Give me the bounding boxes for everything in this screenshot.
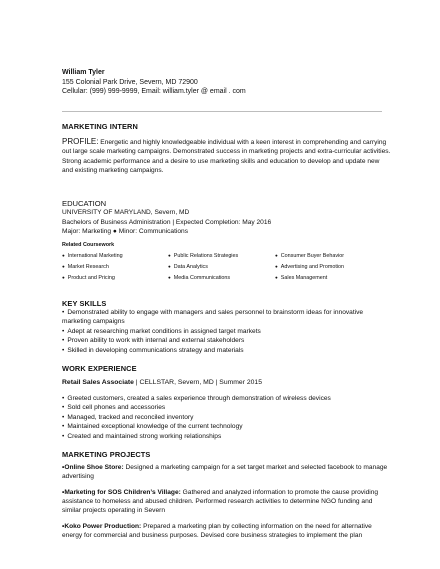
coursework-item: ● Consumer Buyer Behavior bbox=[275, 253, 344, 259]
contact-info: Cellular: (999) 999-9999, Email: william.tyler @ email . com bbox=[62, 88, 246, 95]
list-item: • Skilled in developing communications strategy and materials bbox=[62, 346, 392, 355]
coursework-item: ● Product and Pricing bbox=[62, 275, 115, 281]
coursework-title: Related Coursework bbox=[62, 242, 115, 248]
job-details: | CELLSTAR, Severn, MD | Summer 2015 bbox=[133, 379, 262, 386]
coursework-item: ● Media Communications bbox=[168, 275, 230, 281]
project-name: • Online Shoe Store: bbox=[62, 464, 124, 471]
project-desc: Designed a marketing campaign for a set target market and selected facebook to manage advertising bbox=[62, 464, 388, 481]
coursework-item: ● International Marketing bbox=[62, 253, 123, 259]
section-title-education: EDUCATION bbox=[62, 199, 107, 208]
section-title-experience: WORK EXPERIENCE bbox=[62, 364, 137, 373]
section-title-objective: MARKETING INTERN bbox=[62, 122, 138, 131]
profile-paragraph bbox=[62, 137, 392, 176]
job-role: Retail Sales Associate bbox=[62, 379, 134, 386]
list-item: • Adept at researching market conditions in assigned target markets bbox=[62, 327, 392, 336]
list-item: • Demonstrated ability to engage with managers and sales personnel to brainstorm ideas for innovative marketing campaigns bbox=[62, 308, 392, 327]
school: UNIVERSITY OF MARYLAND, Severn, MD bbox=[62, 209, 190, 216]
project-name: • Koko Power Production: bbox=[62, 523, 141, 530]
address: 155 Colonial Park Drive, Severn, MD 72900 bbox=[62, 79, 198, 86]
profile-text: Energetic and highly knowledgeable individual with a keen interest in comprehending and carrying out large scale marketing campaigns. Demonstrated success in marketing projects and extra-curricular activities. Strong academic performance and a desire to use marketing skills and education to develop and update new and existing marketing campaigns. bbox=[62, 139, 391, 175]
project-desc: Prepared a marketing plan by collecting information on the need for alternative energy for commercial and business purposes. Devised core business strategies to implement the plan bbox=[62, 523, 372, 540]
list-item: • Maintained exceptional knowledge of the current technology bbox=[62, 422, 392, 431]
list-item: • Greeted customers, created a sales experience through demonstration of wireless devices bbox=[62, 394, 392, 403]
divider bbox=[62, 111, 382, 112]
section-title-projects: MARKETING PROJECTS bbox=[62, 450, 151, 459]
list-item: • Sold cell phones and accessories bbox=[62, 403, 392, 412]
project-name: • Marketing for SOS Children’s Village: bbox=[62, 489, 181, 496]
major-minor: Major: Marketing ● Minor: Communications bbox=[62, 228, 189, 235]
skills-list bbox=[62, 308, 392, 355]
list-item: • Created and maintained strong working relationships bbox=[62, 432, 392, 441]
coursework-item: ● Data Analytics bbox=[168, 264, 208, 270]
profile-label: PROFILE: bbox=[62, 137, 99, 146]
candidate-name: William Tyler bbox=[62, 69, 105, 76]
project-item bbox=[62, 522, 392, 540]
job-header bbox=[62, 379, 262, 386]
project-desc: Gathered and analyzed information to promote the cause providing assistance to homeless and abused children. Performed research activities to determine NGO funding and similar projects operating in Severn bbox=[62, 489, 379, 515]
degree: Bachelors of Business Administration | Expected Completion: May 2016 bbox=[62, 219, 272, 226]
project-item bbox=[62, 463, 392, 481]
coursework-item: ● Market Research bbox=[62, 264, 109, 270]
coursework-item: ● Sales Management bbox=[275, 275, 327, 281]
list-item: • Proven ability to work with internal and external stakeholders bbox=[62, 336, 392, 345]
experience-list bbox=[62, 394, 392, 441]
coursework-item: ● Public Relations Strategies bbox=[168, 253, 238, 259]
list-item: • Managed, tracked and reconciled inventory bbox=[62, 413, 392, 422]
coursework-item: ● Advertising and Promotion bbox=[275, 264, 344, 270]
project-item bbox=[62, 488, 392, 516]
section-title-skills: KEY SKILLS bbox=[62, 299, 107, 308]
